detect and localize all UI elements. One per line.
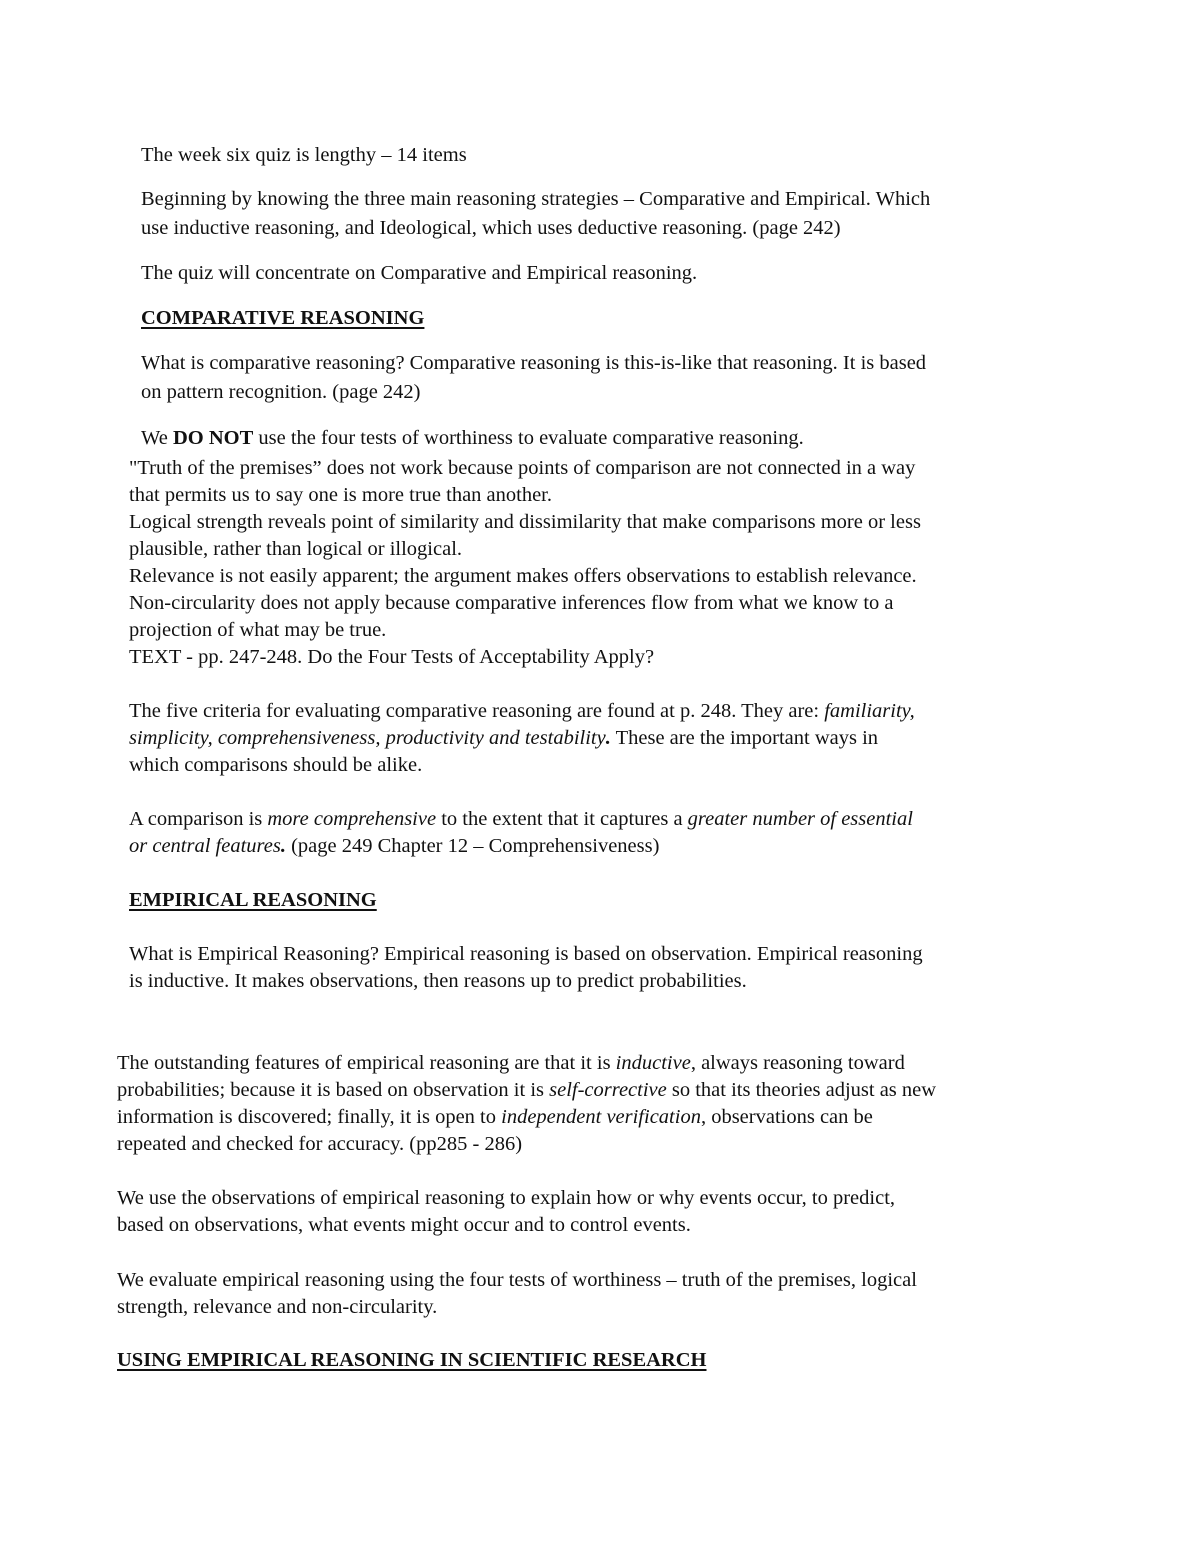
text-line: The five criteria for evaluating comparative reasoning are found at p. 248. They are: familiarity, bbox=[129, 700, 915, 722]
quiz-focus-paragraph bbox=[141, 259, 1071, 288]
heading-scientific-research: USING EMPIRICAL REASONING IN SCIENTIFIC RESEARCH bbox=[117, 1349, 707, 1371]
italic-text: inductive bbox=[615, 1052, 691, 1074]
text-line: A comparison is more comprehensive to the extent that it captures a greater number of essential bbox=[129, 808, 913, 830]
text-line: plausible, rather than logical or illogical. bbox=[129, 538, 463, 560]
text-line: or central features. (page 249 Chapter 12 – Comprehensiveness) bbox=[129, 835, 660, 857]
text-line: strength, relevance and non-circularity. bbox=[117, 1296, 438, 1318]
text-line: that permits us to say one is more true than another. bbox=[129, 484, 553, 506]
heading-comparative-reasoning: COMPARATIVE REASONING bbox=[141, 307, 425, 329]
empirical-features-paragraph bbox=[117, 1050, 1072, 1158]
comparative-definition-paragraph bbox=[141, 349, 1071, 407]
text-line: simplicity, comprehensiveness, productivity and testability. These are the important ways in bbox=[129, 727, 879, 749]
text-line: What is comparative reasoning? Comparative reasoning is this-is-like that reasoning. It is based bbox=[141, 352, 927, 374]
quiz-intro-paragraph bbox=[141, 141, 1071, 170]
italic-text: more comprehensive bbox=[267, 808, 437, 830]
text-line: Relevance is not easily apparent; the argument makes offers observations to establish relevance. bbox=[129, 565, 917, 587]
text-line: What is Empirical Reasoning? Empirical reasoning is based on observation. Empirical reasoning bbox=[129, 943, 923, 965]
text-line: repeated and checked for accuracy. (pp285 - 286) bbox=[117, 1133, 523, 1155]
text-line: We DO NOT use the four tests of worthiness to evaluate comparative reasoning. bbox=[141, 427, 804, 449]
comprehensive-paragraph bbox=[129, 806, 1071, 860]
text-line: Beginning by knowing the three main reasoning strategies – Comparative and Empirical. Which bbox=[141, 188, 931, 210]
text-line: which comparisons should be alike. bbox=[129, 754, 423, 776]
text-line: on pattern recognition. (page 242) bbox=[141, 381, 421, 403]
italic-text: independent verification bbox=[501, 1106, 701, 1128]
text-line: Logical strength reveals point of similarity and dissimilarity that make comparisons more or less bbox=[129, 511, 921, 533]
text-line: The quiz will concentrate on Comparative and Empirical reasoning. bbox=[141, 262, 698, 284]
text-line: "Truth of the premises” does not work because points of comparison are not connected in a way bbox=[129, 457, 916, 479]
text-line: The outstanding features of empirical reasoning are that it is inductive, always reasoning toward bbox=[117, 1052, 905, 1074]
heading-empirical-reasoning: EMPIRICAL REASONING bbox=[129, 889, 377, 911]
text-line: We use the observations of empirical reasoning to explain how or why events occur, to predict, bbox=[117, 1187, 896, 1209]
text-line: TEXT - pp. 247-248. Do the Four Tests of Acceptability Apply? bbox=[129, 646, 655, 668]
strategies-paragraph bbox=[141, 185, 1071, 243]
text-line: projection of what may be true. bbox=[129, 619, 387, 641]
italic-text: self-corrective bbox=[549, 1079, 667, 1101]
italic-text: familiarity, bbox=[824, 700, 915, 722]
empirical-uses-paragraph bbox=[117, 1185, 1072, 1239]
do-not-paragraph bbox=[141, 424, 1071, 453]
five-criteria-paragraph bbox=[129, 698, 1071, 779]
text-line: We evaluate empirical reasoning using the four tests of worthiness – truth of the premises, logical bbox=[117, 1269, 917, 1291]
text-line: is inductive. It makes observations, then reasons up to predict probabilities. bbox=[129, 970, 747, 992]
text-line: Non-circularity does not apply because comparative inferences flow from what we know to a bbox=[129, 592, 894, 614]
italic-text: greater number of essential bbox=[687, 808, 913, 830]
italic-text: simplicity, comprehensiveness, productivity and testability bbox=[129, 727, 606, 749]
four-tests-list bbox=[129, 455, 1071, 671]
text-line: information is discovered; finally, it is open to independent verification, observations can be bbox=[117, 1106, 873, 1128]
text-line: based on observations, what events might occur and to control events. bbox=[117, 1214, 691, 1236]
italic-text: or central features bbox=[129, 835, 281, 857]
empirical-evaluation-paragraph bbox=[117, 1267, 1072, 1321]
text-line: use inductive reasoning, and Ideological, which uses deductive reasoning. (page 242) bbox=[141, 217, 841, 239]
bold-text: DO NOT bbox=[172, 427, 254, 449]
text-line: probabilities; because it is based on observation it is self-corrective so that its theories adjust as new bbox=[117, 1079, 937, 1101]
empirical-definition-paragraph bbox=[129, 941, 1071, 995]
text-line: The week six quiz is lengthy – 14 items bbox=[141, 144, 467, 166]
